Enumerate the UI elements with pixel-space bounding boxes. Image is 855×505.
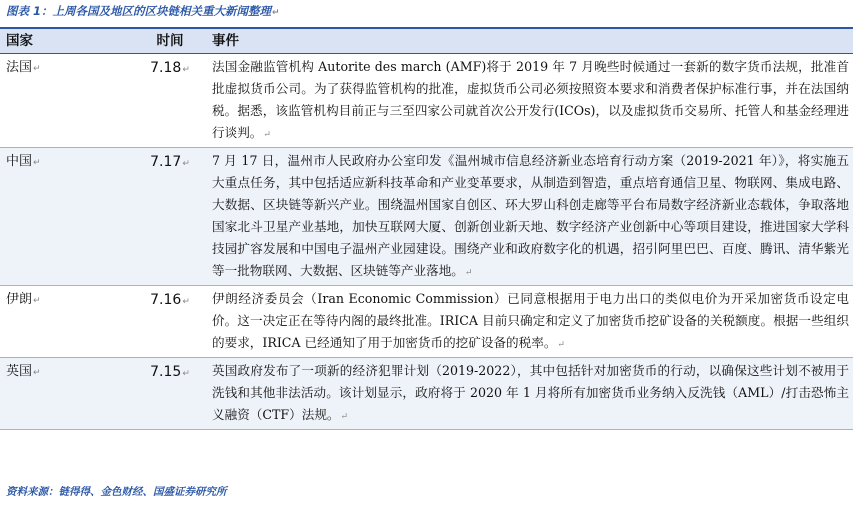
paragraph-mark-icon: ↵	[33, 368, 41, 378]
row-country	[0, 148, 134, 285]
table-row	[0, 286, 853, 358]
table-row	[0, 358, 853, 430]
time-text: 7.18	[150, 60, 182, 76]
event-text: 伊朗经济委员会（Iran Economic Commission）已同意根据用于电力出口的类似电价为开采加密货币设定电价。这一决定正在等待内阁的最终批准。IRICA 目前只确定和定义了加密货币挖矿设备的关税额度。根据一些组织的要求，IRICA 已经通知了用于加密货币的挖矿设备的税率。	[212, 291, 849, 350]
paragraph-mark-icon: ↵	[182, 65, 190, 75]
country-text: 法国	[6, 60, 33, 75]
paragraph-mark-icon: ↵	[272, 8, 280, 18]
row-event	[206, 54, 853, 147]
header-country: 国家	[6, 33, 33, 49]
paragraph-mark-icon: ↵	[263, 130, 271, 140]
row-event	[206, 358, 853, 429]
paragraph-mark-icon: ↵	[33, 64, 41, 74]
paragraph-mark-icon: ↵	[33, 296, 41, 306]
paragraph-mark-icon: ↵	[182, 159, 190, 169]
table-row	[0, 148, 853, 286]
row-time	[134, 358, 206, 429]
paragraph-mark-icon: ↵	[464, 268, 473, 278]
row-country	[0, 358, 134, 429]
table-header	[0, 29, 853, 54]
row-country	[0, 286, 134, 357]
paragraph-mark-icon: ↵	[182, 297, 190, 307]
country-text: 伊朗	[6, 292, 33, 307]
row-event	[206, 286, 853, 357]
paragraph-mark-icon: ↵	[33, 158, 41, 168]
row-time	[134, 54, 206, 147]
event-text: 法国金融监管机构 Autorite des march (AMF)将于 2019 年 7 月晚些时候通过一套新的数字货币法规，批准首批虚拟货币公司。为了获得监管机构的批准，虚拟货币公司必须按照资本要求和消费者保护标准行事，并在法国纳税。据悉，该监管机构目前正与三至四家公司就首次公开发行(ICOs)，以及虚拟货币交易所、托管人和基金经理进行谈判。	[212, 59, 849, 140]
paragraph-mark-icon: ↵	[557, 340, 565, 350]
row-event	[206, 148, 853, 285]
event-text: 英国政府发布了一项新的经济犯罪计划（2019-2022），其中包括针对加密货币的行动，以确保这些计划不被用于洗钱和其他非法活动。该计划显示，政府将于 2020 年 1 月将所有加密货币业务纳入反洗钱（AML）/打击恐怖主义融资（CTF）法规。	[212, 363, 849, 422]
time-text: 7.15	[150, 364, 182, 380]
paragraph-mark-icon: ↵	[340, 412, 349, 422]
figure-caption	[6, 3, 280, 19]
country-text: 中国	[6, 154, 33, 169]
time-text: 7.16	[150, 292, 182, 308]
news-table	[0, 27, 853, 430]
header-event: 事件	[212, 33, 239, 49]
event-text: 7 月 17 日，温州市人民政府办公室印发《温州城市信息经济新业态培育行动方案（2019-2021 年）》，将实施五大重点任务，其中包括适应新科技革命和产业变革要求，从制造到智造，重点培育通信卫星、物联网、集成电路、大数据、区块链等新兴产业。围绕温州国家自创区、环大罗山科创走廊等平台布局数字经济新业态载体，争取落地国家北斗卫星产业基地，加快互联网大厦、创新创业新天地、数字经济产业创新中心等项目建设，推进国家大学科技园扩容发展和中国电子温州产业园建设。围绕产业和政府数字化的机遇，招引阿里巴巴、百度、腾讯、清华紫光等一批物联网、大数据、区块链等产业落地。	[212, 153, 849, 278]
table-row	[0, 54, 853, 148]
source-note: 资料来源：链得得、金色财经、国盛证券研究所	[6, 486, 227, 498]
row-country	[0, 54, 134, 147]
header-time: 时间	[156, 33, 184, 49]
row-time	[134, 148, 206, 285]
caption-text: 图表 1：上周各国及地区的区块链相关重大新闻整理	[6, 4, 272, 18]
time-text: 7.17	[150, 154, 182, 170]
row-time	[134, 286, 206, 357]
country-text: 英国	[6, 364, 33, 379]
paragraph-mark-icon: ↵	[182, 369, 190, 379]
